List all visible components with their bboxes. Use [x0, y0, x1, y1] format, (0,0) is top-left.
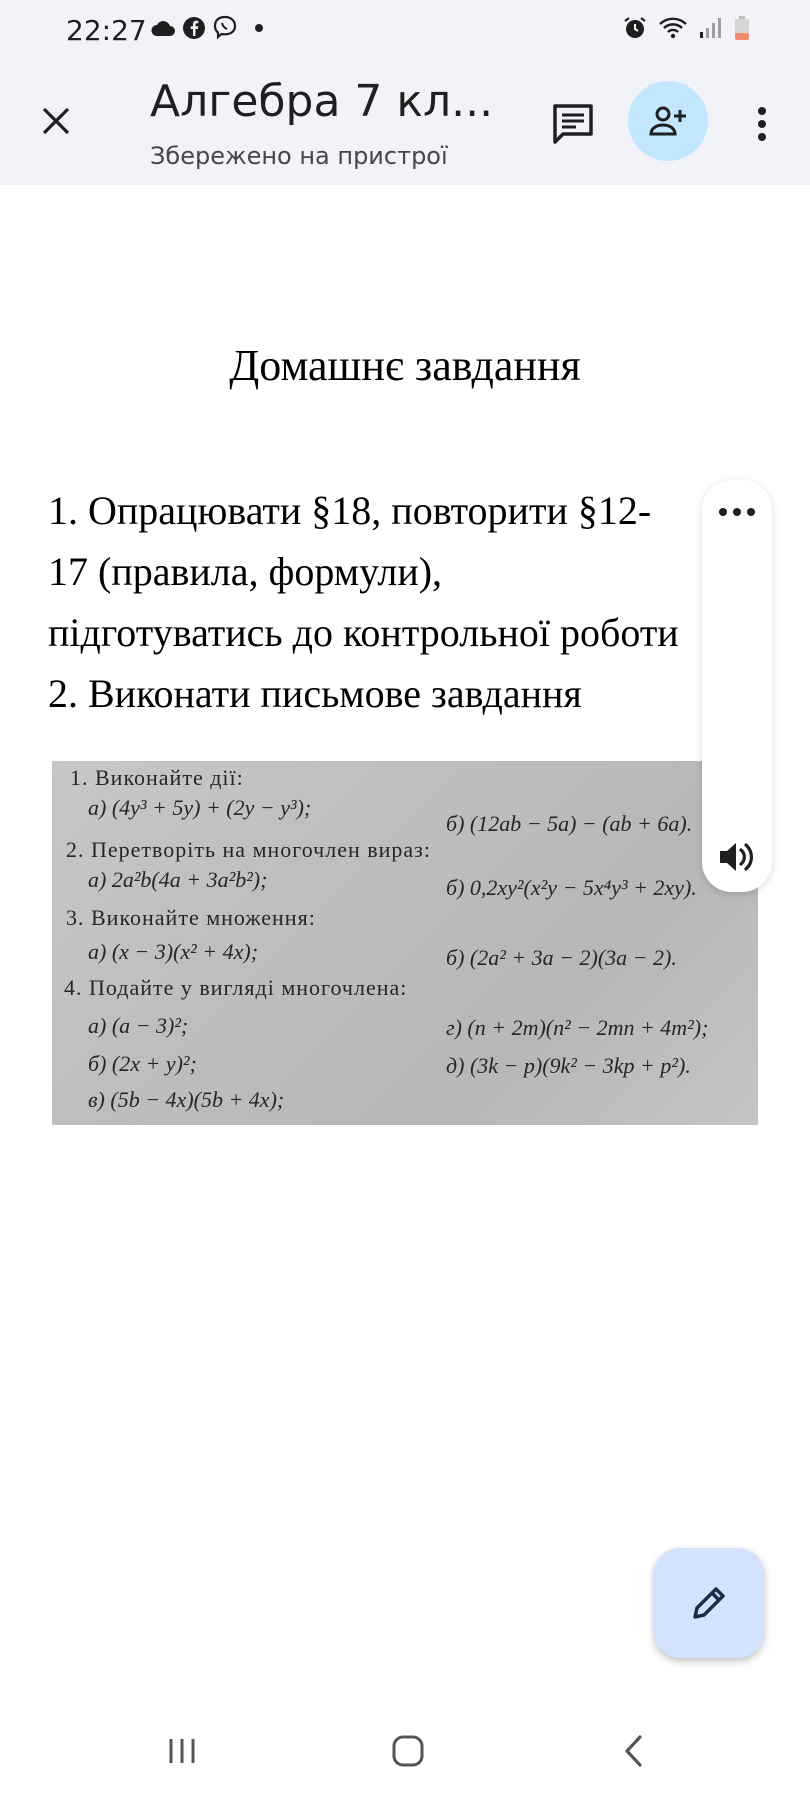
comment-icon: [551, 102, 595, 144]
close-button[interactable]: [30, 90, 82, 152]
document-body: [48, 480, 810, 724]
recent-apps-button[interactable]: [152, 1726, 212, 1776]
status-time: 22:27: [66, 14, 147, 47]
exercise-heading: 2. Перетворіть на многочлен вираз:: [66, 837, 431, 862]
exercise-item: г) (n + 2m)(n² − 2mn + 4m²);: [446, 1015, 709, 1040]
home-button[interactable]: [378, 1726, 438, 1776]
back-button[interactable]: [604, 1726, 664, 1776]
add-person-icon: [648, 104, 688, 138]
exercise-item: б) (12ab − 5a) − (ab + 6a).: [446, 811, 693, 836]
viber-icon: [212, 15, 238, 41]
facebook-icon: [182, 16, 206, 40]
exercise-heading: 3. Виконайте множення:: [66, 905, 316, 930]
more-horiz-icon: [733, 508, 741, 516]
document-line: 17 (правила, формули),: [48, 549, 443, 594]
exercise-item: д) (3k − p)(9k² − 3kp + p²).: [446, 1053, 691, 1078]
more-horiz-icon: [747, 508, 755, 516]
exercise-item: б) (2x + y)²;: [88, 1051, 197, 1076]
exercise-heading: 1. Виконайте дії:: [70, 765, 244, 790]
exercise-item: а) 2a²b(4a + 3a²b²);: [88, 867, 268, 892]
document-line: 1. Опрацювати §18, повторити §12-: [48, 488, 652, 533]
document-line: підготуватись до контрольної роботи: [48, 610, 679, 655]
document-title: Алгебра 7 кл...: [150, 76, 494, 127]
signal-icon: [698, 16, 724, 40]
read-aloud-panel: [702, 480, 772, 892]
battery-icon: [734, 15, 750, 41]
status-right-icons: [622, 15, 750, 41]
exercise-item: б) (2a² + 3a − 2)(3a − 2).: [446, 945, 677, 970]
edit-pencil-icon: [689, 1583, 729, 1623]
back-icon: [622, 1734, 646, 1768]
alarm-icon: [622, 15, 648, 41]
more-options-button[interactable]: [744, 96, 780, 152]
document-save-status: Збережено на пристрої: [150, 142, 448, 170]
home-icon: [391, 1734, 425, 1768]
navigation-bar: [0, 1700, 810, 1800]
document-heading: Домашнє завдання: [229, 341, 581, 390]
share-button[interactable]: [628, 81, 708, 161]
recent-apps-icon: [167, 1736, 197, 1766]
close-icon: [41, 106, 71, 136]
more-horiz-icon: [719, 508, 727, 516]
read-aloud-more-button[interactable]: [708, 492, 766, 532]
app-bar: [0, 60, 810, 185]
exercise-item: а) (4y³ + 5y) + (2y − y³);: [88, 795, 312, 820]
comments-button[interactable]: [548, 98, 598, 148]
homework-photo: [52, 761, 758, 1125]
wifi-icon: [658, 16, 688, 40]
status-bar: [0, 0, 810, 60]
exercise-heading: 4. Подайте у вигляді многочлена:: [64, 975, 408, 1000]
dot-icon: [252, 21, 266, 35]
exercise-item: а) (x − 3)(x² + 4x);: [88, 939, 259, 964]
read-aloud-button[interactable]: [712, 832, 762, 882]
exercise-item: в) (5b − 4x)(5b + 4x);: [88, 1087, 285, 1112]
exercise-item: а) (a − 3)²;: [88, 1013, 189, 1038]
document-line: 2. Виконати письмове завдання: [48, 671, 582, 716]
status-left-icons: [150, 15, 266, 41]
edit-fab-button[interactable]: [654, 1548, 764, 1658]
exercise-item: б) 0,2xy²(x²y − 5x⁴y³ + 2xy).: [446, 875, 697, 900]
speaker-icon: [717, 840, 757, 874]
cloud-icon: [150, 18, 176, 38]
more-vert-icon: [757, 106, 767, 142]
